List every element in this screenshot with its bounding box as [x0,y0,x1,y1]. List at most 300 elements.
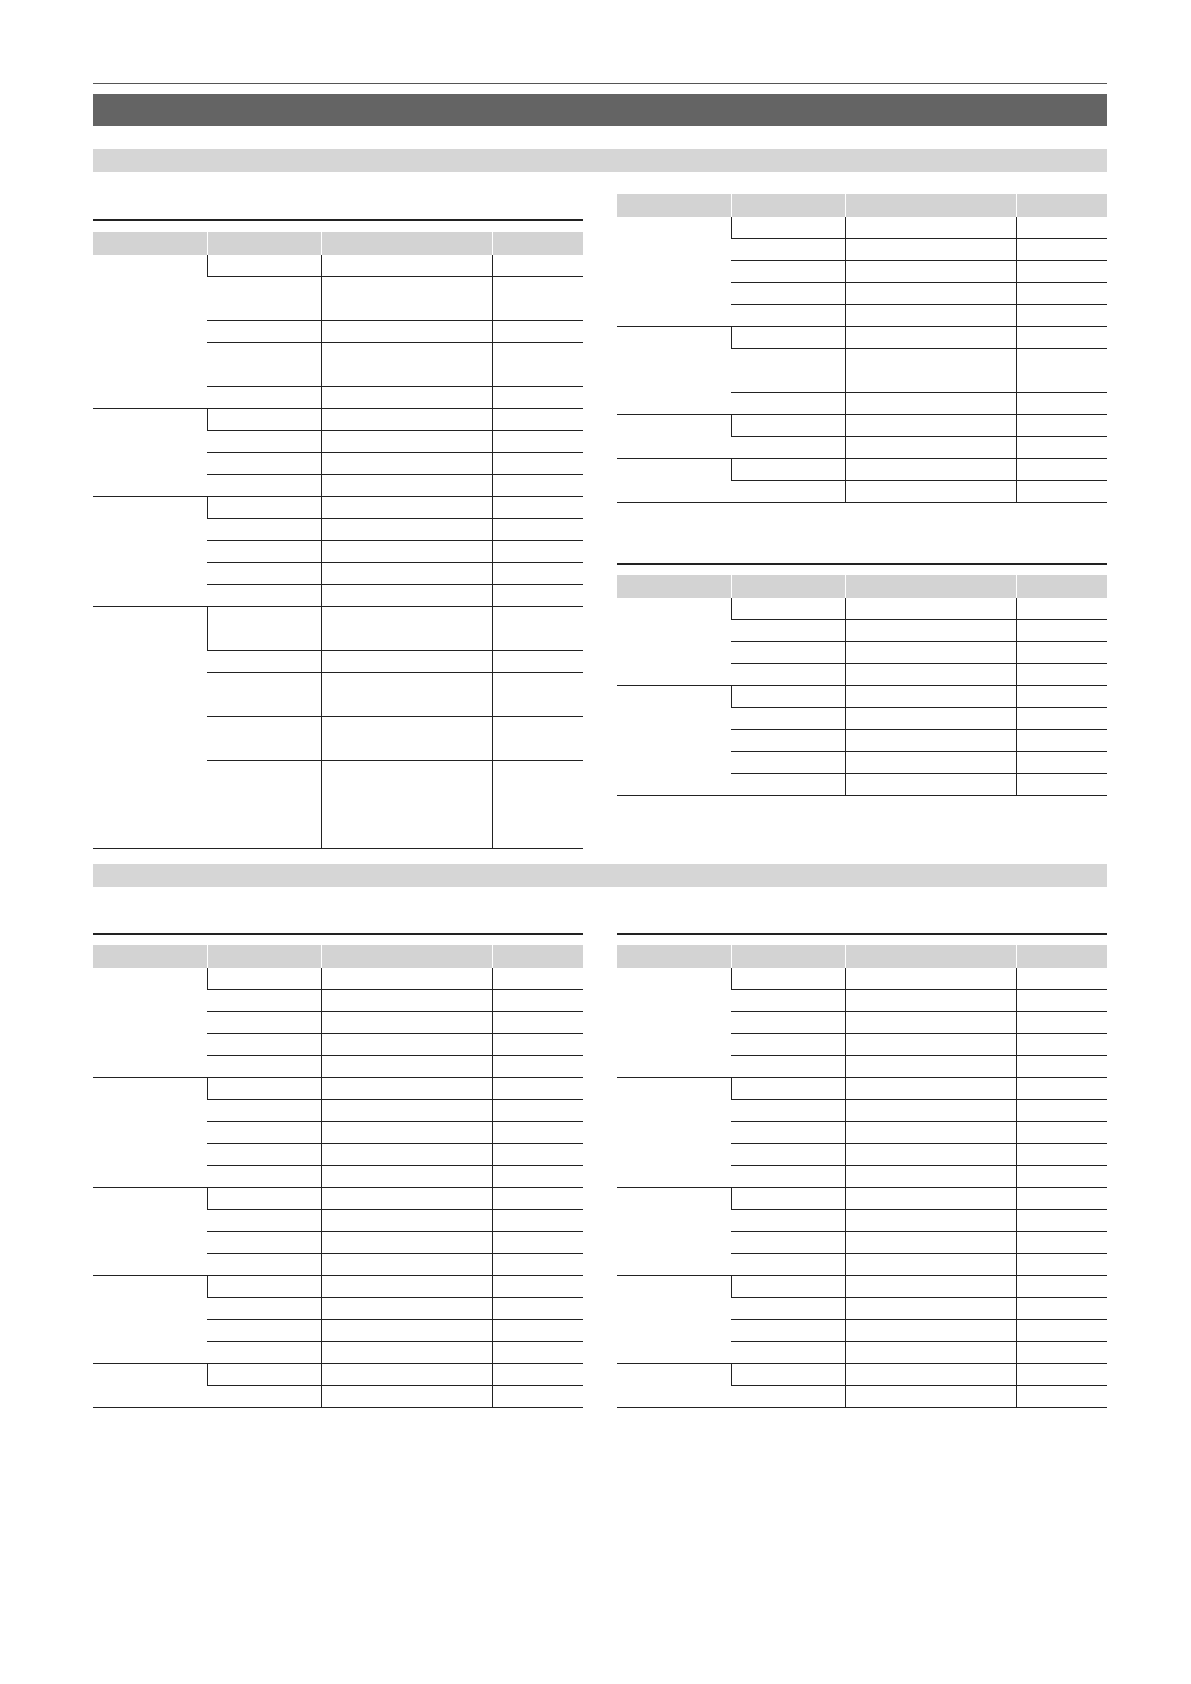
table-cell [731,1188,845,1210]
table-cell [321,968,492,990]
table-cell [207,277,321,321]
group-label-cell [93,1188,207,1276]
group-label-cell [93,409,207,497]
table-cell [321,563,492,585]
table-cell [845,217,1016,239]
table-cell [731,1232,845,1254]
table-cell [731,1276,845,1298]
table-cell [731,730,845,752]
table-cell [731,1386,845,1408]
table-cell [321,990,492,1012]
table-row [93,968,583,990]
table-cell [492,651,583,673]
table-cell [731,217,845,239]
group-label-cell [93,968,207,1078]
table-cell [845,708,1016,730]
table-cell [207,409,321,431]
table-cell [321,1100,492,1122]
table-cell [207,673,321,717]
table-cell [845,1254,1016,1276]
table-row [617,968,1107,990]
table-cell [321,607,492,651]
group-label-cell [617,1276,731,1364]
table-cell [321,1188,492,1210]
table-cell [1016,305,1107,327]
table-header-row [617,194,1107,217]
table-cell [731,1056,845,1078]
table-cell [1016,1188,1107,1210]
table-cell [731,968,845,990]
table-cell [731,708,845,730]
table-cell [845,1232,1016,1254]
table-cell [492,1320,583,1342]
table-cell [492,1210,583,1232]
group-label-cell [617,1078,731,1188]
spec-table-1 [93,232,583,849]
table-cell [321,1144,492,1166]
table-cell [321,431,492,453]
table-header-row [93,232,583,255]
table-cell [1016,415,1107,437]
table-row [617,1364,1107,1386]
table-cell [1016,1320,1107,1342]
table-cell [731,642,845,664]
table-cell [845,1210,1016,1232]
table-cell [321,717,492,761]
table-cell [492,409,583,431]
table-cell [845,1342,1016,1364]
table-cell [492,255,583,277]
table-cell [845,620,1016,642]
table-cell [207,761,321,849]
table-cell [207,1166,321,1188]
header-cell [93,945,207,968]
table-cell [207,1386,321,1408]
table-cell [1016,239,1107,261]
table-cell [321,321,492,343]
table-cell [845,664,1016,686]
table-row [617,598,1107,620]
table-cell [731,481,845,503]
table-row [617,1276,1107,1298]
table-cell [1016,459,1107,481]
table-cell [845,1276,1016,1298]
table-cell [731,261,845,283]
table-cell [1016,217,1107,239]
table-cell [845,1100,1016,1122]
table-cell [492,453,583,475]
header-cell [1016,194,1107,217]
table-cell [207,541,321,563]
group-label-cell [93,607,207,849]
table-cell [321,1276,492,1298]
header-cell [731,575,845,598]
table-cell [492,431,583,453]
table-cell [492,585,583,607]
table-cell [207,563,321,585]
table-cell [731,774,845,796]
table-cell [845,1144,1016,1166]
header-cell [1016,945,1107,968]
header-cell [731,194,845,217]
table-cell [321,1210,492,1232]
table-cell [731,1012,845,1034]
table-cell [321,409,492,431]
table-cell [845,1056,1016,1078]
table-cell [492,1144,583,1166]
table-cell [207,519,321,541]
table-cell [207,1012,321,1034]
table-cell [321,1122,492,1144]
table-cell [321,1034,492,1056]
table-cell [492,475,583,497]
table-1-top-rule [93,219,583,221]
group-label-cell [93,255,207,409]
table-cell [321,1342,492,1364]
table-cell [731,239,845,261]
table-cell [845,459,1016,481]
table-header-row [617,945,1107,968]
header-cell [207,945,321,968]
group-label-cell [617,598,731,686]
table-cell [1016,1078,1107,1100]
table-row [617,327,1107,349]
table-cell [492,1100,583,1122]
table-cell [492,968,583,990]
table-cell [845,327,1016,349]
table-cell [207,1342,321,1364]
table-5-top-rule [617,933,1107,935]
table-cell [207,255,321,277]
table-cell [321,343,492,387]
table-cell [207,1188,321,1210]
table-cell [321,1056,492,1078]
table-cell [207,1056,321,1078]
group-label-cell [617,217,731,327]
header-cell [845,945,1016,968]
table-cell [845,283,1016,305]
table-3-top-rule [617,563,1107,565]
table-cell [207,1210,321,1232]
table-cell [207,1144,321,1166]
table-row [93,1364,583,1386]
table-cell [492,1078,583,1100]
header-cell [617,945,731,968]
table-cell [731,305,845,327]
table-cell [731,686,845,708]
table-cell [845,1122,1016,1144]
table-cell [1016,1012,1107,1034]
table-cell [731,1342,845,1364]
group-label-cell [93,1364,207,1408]
table-cell [845,1078,1016,1100]
table-cell [845,1188,1016,1210]
table-cell [731,1364,845,1386]
table-cell [1016,261,1107,283]
header-cell [731,945,845,968]
table-cell [207,1276,321,1298]
table-cell [1016,708,1107,730]
table-cell [731,664,845,686]
section-bar-2 [93,864,1107,887]
table-cell [207,1364,321,1386]
table-cell [845,261,1016,283]
table-cell [1016,1298,1107,1320]
table-cell [321,651,492,673]
table-cell [1016,752,1107,774]
table-cell [845,598,1016,620]
group-label-cell [617,327,731,415]
group-label-cell [93,1078,207,1188]
group-label-cell [617,1364,731,1408]
table-cell [492,1276,583,1298]
table-cell [1016,1166,1107,1188]
table-cell [207,1320,321,1342]
header-cell [321,945,492,968]
table-cell [1016,481,1107,503]
spec-table-5 [617,945,1107,1408]
table-cell [731,620,845,642]
table-cell [207,585,321,607]
header-cell [845,194,1016,217]
table-cell [1016,664,1107,686]
table-cell [207,717,321,761]
table-cell [845,730,1016,752]
header-cell [617,575,731,598]
table-cell [492,673,583,717]
table-cell [207,475,321,497]
table-cell [731,990,845,1012]
table-row [617,459,1107,481]
table-cell [492,607,583,651]
page-top-rule [93,83,1107,84]
table-cell [207,453,321,475]
table-cell [321,475,492,497]
table-cell [731,1210,845,1232]
table-cell [321,519,492,541]
header-cell [845,575,1016,598]
table-cell [207,321,321,343]
table-cell [845,1166,1016,1188]
table-cell [845,349,1016,393]
table-cell [321,497,492,519]
table-cell [492,1056,583,1078]
table-cell [1016,283,1107,305]
header-cell [492,232,583,255]
table-cell [1016,1276,1107,1298]
table-cell [321,1386,492,1408]
table-cell [731,393,845,415]
table-cell [492,1386,583,1408]
table-cell [1016,1232,1107,1254]
table-cell [321,277,492,321]
spec-table-4 [93,945,583,1408]
table-cell [321,1078,492,1100]
table-cell [1016,349,1107,393]
table-cell [731,1254,845,1276]
table-cell [492,1012,583,1034]
table-cell [492,321,583,343]
group-label-cell [617,968,731,1078]
table-cell [207,1298,321,1320]
group-label-cell [93,1276,207,1364]
table-cell [845,481,1016,503]
table-cell [1016,1210,1107,1232]
table-cell [1016,730,1107,752]
table-cell [845,305,1016,327]
table-cell [492,497,583,519]
table-cell [321,1166,492,1188]
table-cell [321,1254,492,1276]
table-cell [731,1122,845,1144]
table-cell [207,343,321,387]
table-cell [492,541,583,563]
table-row [93,1276,583,1298]
table-cell [492,519,583,541]
table-cell [1016,990,1107,1012]
table-cell [492,277,583,321]
table-cell [845,239,1016,261]
group-label-cell [617,459,731,503]
table-cell [321,541,492,563]
table-row [617,415,1107,437]
table-cell [845,1364,1016,1386]
section-bar-1 [93,149,1107,172]
table-cell [731,1166,845,1188]
table-cell [321,387,492,409]
table-cell [1016,686,1107,708]
table-cell [1016,1034,1107,1056]
table-cell [492,1364,583,1386]
table-cell [845,415,1016,437]
table-row [93,497,583,519]
table-cell [845,1298,1016,1320]
table-cell [321,1364,492,1386]
table-cell [492,1342,583,1364]
table-cell [321,761,492,849]
table-cell [492,563,583,585]
table-cell [1016,393,1107,415]
table-cell [492,1254,583,1276]
header-cell [1016,575,1107,598]
table-cell [492,1034,583,1056]
table-cell [207,968,321,990]
table-cell [207,1232,321,1254]
table-cell [1016,774,1107,796]
table-cell [1016,968,1107,990]
table-cell [1016,1342,1107,1364]
table-cell [207,1034,321,1056]
spec-table-2 [617,194,1107,503]
table-cell [1016,1386,1107,1408]
table-cell [845,437,1016,459]
table-cell [845,686,1016,708]
group-label-cell [617,686,731,796]
header-cell [321,232,492,255]
table-row [93,1188,583,1210]
table-cell [207,1100,321,1122]
table-cell [1016,327,1107,349]
table-cell [731,1034,845,1056]
table-cell [845,642,1016,664]
table-cell [731,1144,845,1166]
table-cell [321,1298,492,1320]
group-label-cell [617,415,731,459]
table-cell [207,607,321,651]
header-cell [93,232,207,255]
table-cell [207,387,321,409]
table-cell [845,990,1016,1012]
table-cell [731,283,845,305]
table-cell [731,1320,845,1342]
table-cell [845,1320,1016,1342]
table-row [93,409,583,431]
header-cell [492,945,583,968]
table-cell [492,1298,583,1320]
table-cell [321,1232,492,1254]
table-cell [1016,1254,1107,1276]
table-cell [1016,1122,1107,1144]
header-cell [207,232,321,255]
table-cell [845,752,1016,774]
table-cell [321,1012,492,1034]
table-header-row [617,575,1107,598]
table-cell [1016,1144,1107,1166]
table-row [617,217,1107,239]
table-cell [845,774,1016,796]
table-cell [492,1232,583,1254]
table-cell [207,1122,321,1144]
group-label-cell [93,497,207,607]
table-cell [492,717,583,761]
table-cell [1016,437,1107,459]
table-cell [1016,1364,1107,1386]
table-cell [731,1298,845,1320]
table-cell [207,990,321,1012]
group-label-cell [617,1188,731,1276]
table-header-row [93,945,583,968]
table-cell [492,1166,583,1188]
table-row [617,1188,1107,1210]
table-cell [1016,598,1107,620]
table-cell [492,990,583,1012]
table-cell [731,437,845,459]
table-cell [321,1320,492,1342]
table-cell [845,393,1016,415]
table-cell [207,431,321,453]
table-cell [731,415,845,437]
table-cell [321,673,492,717]
table-cell [845,1012,1016,1034]
chapter-title-bar [93,94,1107,126]
table-cell [1016,1056,1107,1078]
header-cell [617,194,731,217]
table-cell [731,1100,845,1122]
table-cell [492,1188,583,1210]
table-row [617,1078,1107,1100]
table-cell [207,1078,321,1100]
table-row [93,255,583,277]
table-row [617,686,1107,708]
table-cell [731,752,845,774]
table-cell [321,585,492,607]
table-cell [845,1034,1016,1056]
table-cell [845,1386,1016,1408]
table-cell [321,255,492,277]
table-cell [731,459,845,481]
table-cell [207,651,321,673]
table-cell [492,387,583,409]
